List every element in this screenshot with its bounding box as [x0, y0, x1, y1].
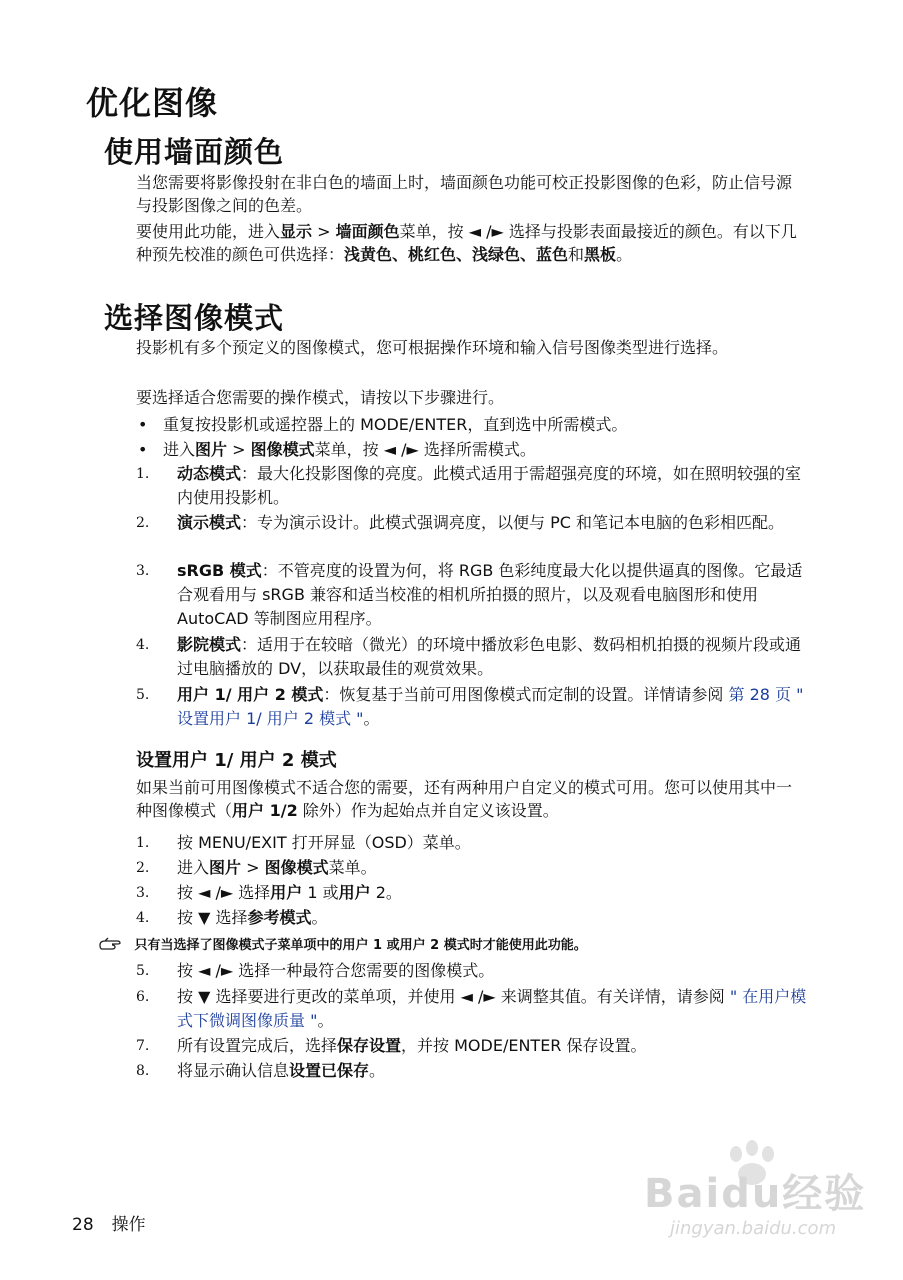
text: 按 ▼ 选择	[177, 908, 248, 927]
menu-term: 图片	[195, 440, 228, 459]
step-text: 按 ◄ /► 选择一种最符合您需要的图像模式。	[177, 961, 495, 980]
page-title: 优化图像	[86, 84, 219, 122]
text: 进入	[177, 858, 210, 877]
mode-term: 动态模式	[177, 464, 242, 483]
note	[98, 934, 587, 956]
mode-description: ：恢复基于当前可用图像模式而定制的设置。详情请参阅	[323, 685, 729, 704]
list-item	[136, 438, 808, 462]
mode-term: 用户 1/ 用户 2 模式	[177, 685, 324, 704]
list-item	[136, 462, 808, 510]
mode-description: ：专为演示设计。此模式强调亮度，以便与 PC 和笔记本电脑的色彩相匹配。	[241, 513, 785, 532]
list-number: 3.	[136, 563, 150, 579]
list-item	[136, 559, 808, 631]
list-item	[136, 511, 808, 535]
text: 和	[568, 245, 585, 264]
step-text: 按 MENU/EXIT 打开屏显（OSD）菜单。	[177, 833, 471, 852]
color-options: 浅黄色、桃红色、浅绿色、蓝色	[344, 245, 569, 264]
watermark-url: jingyan.baidu.com	[670, 1218, 837, 1239]
text: 。	[363, 709, 380, 728]
list-number: 5.	[136, 687, 150, 703]
text: ，并按 MODE/ENTER 保存设置。	[401, 1036, 647, 1055]
color-option: 黑板	[584, 245, 617, 264]
list-item	[136, 959, 808, 983]
section-name: 操作	[111, 1215, 146, 1235]
note-text: 只有当选择了图像模式子菜单项中的用户 1 或用户 2 模式时才能使用此功能。	[134, 938, 587, 953]
section-heading-picture-mode: 选择图像模式	[104, 301, 285, 335]
page-number: 28	[72, 1215, 94, 1235]
text: 1 或	[302, 883, 339, 902]
list-number: 8.	[136, 1063, 150, 1079]
text: 进入	[163, 440, 196, 459]
mode-term: 用户 1/2	[232, 801, 298, 820]
list-number: 3.	[136, 885, 150, 901]
cross-reference-link[interactable]: 第 28 页 " 设置用户 1/ 用户 2 模式 "	[177, 685, 804, 728]
list-item	[136, 683, 808, 731]
page-footer	[72, 1210, 164, 1235]
text: 菜单。	[328, 858, 377, 877]
text: 菜单，按 ◄ /► 选择与投影表面最接近的颜色。有以下几种预先校准的颜色可供选择：	[136, 222, 797, 264]
list-item	[136, 831, 808, 855]
menu-term: 保存设置	[337, 1036, 402, 1055]
menu-term: 参考模式	[247, 908, 312, 927]
text: 除外）作为起始点并自定义该设置。	[297, 801, 559, 820]
menu-term: 用户	[338, 883, 371, 902]
list-item	[136, 1059, 808, 1083]
list-text	[136, 438, 808, 462]
list-number: 2.	[136, 515, 150, 531]
paragraph: 投影机有多个预定义的图像模式，您可根据操作环境和输入信号图像类型进行选择。	[136, 338, 729, 357]
text: 所有设置完成后，选择	[177, 1036, 338, 1055]
section-heading-wall-color: 使用墙面颜色	[104, 135, 285, 169]
text: 。	[317, 1011, 334, 1030]
text: 2。	[370, 883, 402, 902]
mode-term: 演示模式	[177, 513, 242, 532]
list-item	[136, 856, 808, 880]
text: 。	[369, 1061, 386, 1080]
list-number: 7.	[136, 1038, 150, 1054]
menu-term: 图片	[209, 858, 242, 877]
mode-description: ：适用于在较暗（微光）的环境中播放彩色电影、数码相机拍摄的视频片段或通过电脑播放的 DV，以获取最佳的观赏效果。	[177, 635, 802, 678]
baidu-watermark	[630, 1140, 870, 1250]
list-item	[136, 413, 808, 437]
menu-term: 墙面颜色	[335, 222, 400, 241]
mode-term: 影院模式	[177, 635, 242, 654]
menu-term: 图像模式	[250, 440, 315, 459]
list-number: 2.	[136, 860, 150, 876]
text: 按 ◄ /► 选择	[177, 883, 271, 902]
watermark-logo: Baidu经验	[644, 1171, 867, 1217]
mode-description: ：最大化投影图像的亮度。此模式适用于需超强亮度的环境，如在照明较强的室内使用投影机。	[177, 464, 802, 507]
list-item	[136, 1034, 808, 1058]
menu-term: 图像模式	[264, 858, 329, 877]
list-number: 5.	[136, 963, 150, 979]
list-number: 1.	[136, 835, 150, 851]
paragraph	[136, 220, 806, 266]
list-number: 6.	[136, 989, 150, 1005]
text: 。	[616, 245, 633, 264]
list-item	[136, 906, 808, 930]
text: >	[312, 222, 336, 241]
list-number: 4.	[136, 910, 150, 926]
bullet: •	[138, 440, 148, 459]
list-number: 1.	[136, 466, 150, 482]
text: 将显示确认信息	[177, 1061, 290, 1080]
list-item	[136, 633, 808, 681]
text: 如果当前可用图像模式不适合您的需要，还有两种用户自定义的模式可用。您可以使用其中一种图像模式（	[136, 778, 793, 820]
list-item	[136, 881, 808, 905]
paragraph	[136, 776, 806, 822]
menu-term: 显示	[280, 222, 313, 241]
list-item	[136, 985, 808, 1033]
text: >	[227, 440, 251, 459]
text: 要使用此功能，进入	[136, 222, 281, 241]
text: 按 ▼ 选择要进行更改的菜单项，并使用 ◄ /► 来调整其值。有关详情，请参阅	[177, 987, 730, 1006]
text: 。	[311, 908, 328, 927]
paragraph: 要选择适合您需要的操作模式，请按以下步骤进行。	[136, 388, 505, 407]
subsection-heading-user-mode: 设置用户 1/ 用户 2 模式	[136, 750, 337, 771]
cross-reference-link[interactable]: " 在用户模式下微调图像质量 "	[177, 987, 807, 1030]
list-number: 4.	[136, 637, 150, 653]
text: 菜单，按 ◄ /► 选择所需模式。	[314, 440, 536, 459]
menu-term: 用户	[270, 883, 303, 902]
mode-description: ：不管亮度的设置为何，将 RGB 色彩纯度最大化以提供逼真的图像。它最适合观看用与 sRGB 兼容和适当校准的相机所拍摄的照片，以及观看电脑图形和使用 AutoCAD 等制图应用程序。	[177, 561, 803, 628]
bullet: •	[138, 415, 148, 434]
menu-term: 设置已保存	[289, 1061, 370, 1080]
text: >	[241, 858, 265, 877]
mode-term: sRGB 模式	[177, 561, 262, 580]
paragraph: 当您需要将影像投射在非白色的墙面上时，墙面颜色功能可校正投影图像的色彩，防止信号源与投影图像之间的色差。	[136, 173, 793, 215]
list-text: 重复按投影机或遥控器上的 MODE/ENTER，直到选中所需模式。	[163, 415, 628, 434]
pointing-hand-icon	[98, 936, 130, 956]
